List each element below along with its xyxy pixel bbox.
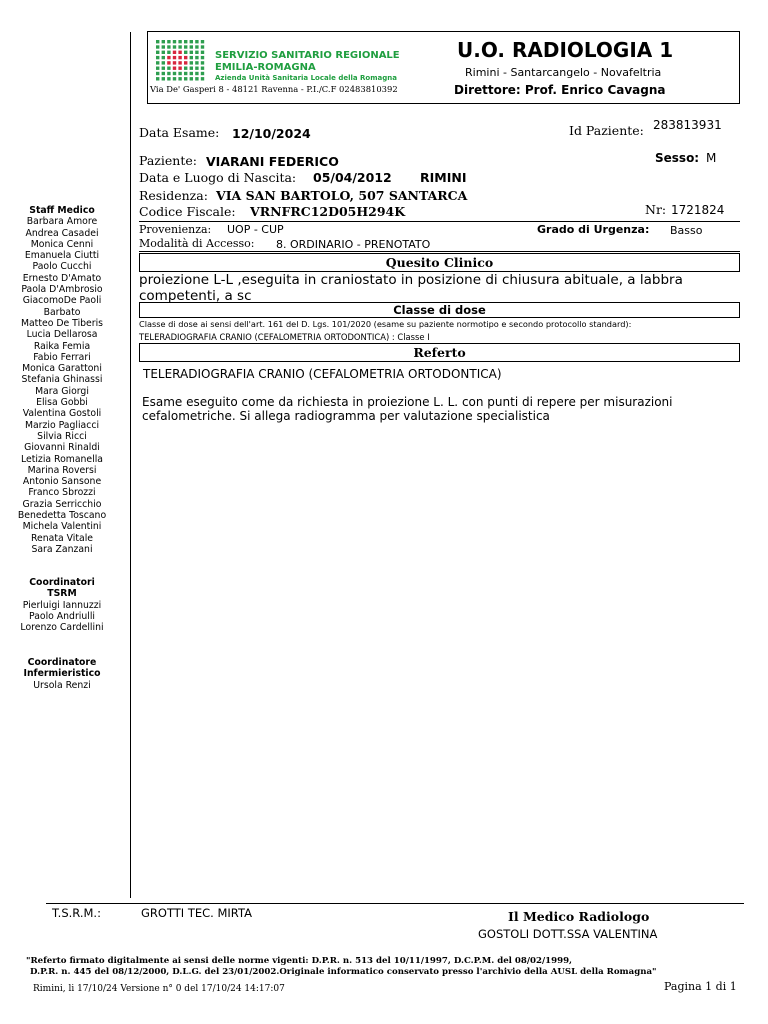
nr-value: 1721824 — [671, 203, 725, 217]
staff-member: Barbato — [43, 306, 81, 318]
logo-dot — [184, 56, 187, 59]
section-quesito-clinico: Quesito Clinico — [139, 253, 740, 272]
logo-dot — [184, 77, 187, 80]
tsrm-name: GROTTI TEC. MIRTA — [141, 906, 252, 920]
sidebar-divider — [130, 32, 131, 898]
patient-name: VIARANI FEDERICO — [206, 154, 339, 169]
logo-dot — [190, 72, 193, 75]
staff-member: Franco Sbrozzi — [28, 487, 96, 499]
staff-title: Staff Medico — [29, 205, 95, 216]
staff-member: Matteo De Tiberis — [20, 317, 104, 329]
exam-date-label: Data Esame: — [139, 125, 220, 140]
coordinatori-tsrm-block — [0, 577, 124, 633]
referto-line-1: Esame eseguito come da richiesta in proiezione L. L. con punti di repere per misurazioni — [142, 395, 673, 409]
logo-dot — [156, 56, 159, 59]
logo-dot — [173, 61, 176, 64]
logo-dot — [184, 72, 187, 75]
logo-dot — [201, 72, 204, 75]
logo-dot — [195, 72, 198, 75]
ssr-name-line3: Azienda Unità Sanitaria Locale della Romagna — [215, 74, 397, 82]
staff-member: Emanuela Ciutti — [24, 250, 100, 262]
tsrm-label: T.S.R.M.: — [52, 906, 101, 920]
unit-director: Direttore: Prof. Enrico Cavagna — [454, 83, 666, 97]
staff-member: Andrea Casadei — [25, 227, 99, 239]
tsrm-coordinator: Paolo Andriulli — [29, 610, 95, 622]
fiscal-code: VRNFRC12D05H294K — [250, 204, 406, 219]
staff-member: Barbara Amore — [26, 216, 98, 228]
logo-dot — [162, 45, 165, 48]
inf-title-1: Coordinatore — [27, 657, 97, 668]
staff-member: Valentina Gostoli — [22, 408, 102, 420]
patient-id: 283813931 — [653, 118, 722, 132]
staff-member: Monica Garattoni — [22, 363, 102, 375]
tsrm-title-2: TSRM — [47, 588, 77, 600]
staff-member: Sara Zanzani — [31, 543, 93, 555]
inf-list — [0, 680, 124, 691]
dose-value: TELERADIOGRAFIA CRANIO (CEFALOMETRIA ORTODONTICA) : Classe I — [139, 332, 430, 342]
logo-dot — [178, 56, 181, 59]
logo-dot — [178, 51, 181, 54]
birth-place: RIMINI — [420, 170, 467, 185]
staff-member: Monica Cenni — [30, 238, 94, 250]
birth-date: 05/04/2012 — [313, 170, 392, 185]
tsrm-coordinator: Pierluigi Iannuzzi — [22, 599, 102, 611]
logo-dot — [184, 51, 187, 54]
logo-dot — [195, 40, 198, 43]
logo-dot — [178, 77, 181, 80]
staff-member: Lucia Dellarosa — [26, 329, 98, 341]
staff-medico-block — [0, 205, 124, 555]
staff-member: Marina Roversi — [27, 464, 97, 476]
logo-dot — [173, 45, 176, 48]
tsrm-title-1: Coordinatori — [29, 577, 95, 588]
staff-list — [0, 216, 124, 555]
logo-dot — [156, 67, 159, 70]
logo-dot — [162, 67, 165, 70]
logo-dot — [167, 40, 170, 43]
inf-title-2: Infermieristico — [23, 668, 101, 680]
staff-member: Mara Giorgi — [35, 385, 89, 397]
ssr-name-line1: SERVIZIO SANITARIO REGIONALE — [215, 50, 400, 61]
legal-line-1: "Referto firmato digitalmente ai sensi delle norme vigenti: D.P.R. n. 513 del 10/11/1997, D.C.P.M. del 08/02/1999, — [26, 956, 573, 966]
patient-id-label: Id Paziente: — [569, 123, 644, 138]
logo-dot — [173, 40, 176, 43]
logo-dot — [167, 56, 170, 59]
quesito-line-1: proiezione L-L ,eseguita in craniostato in posizione di chiusura abituale, a labbra — [139, 272, 683, 288]
sex-value: M — [706, 151, 717, 165]
doctor-name: GOSTOLI DOTT.SSA VALENTINA — [478, 927, 658, 941]
logo-dot — [195, 61, 198, 64]
provenance: UOP - CUP — [227, 223, 284, 236]
birth-label: Data e Luogo di Nascita: — [139, 170, 297, 185]
staff-member: Fabio Ferrari — [33, 351, 91, 363]
logo-dot — [195, 56, 198, 59]
divider — [139, 221, 740, 222]
logo-dot — [173, 51, 176, 54]
access: 8. ORDINARIO - PRENOTATO — [276, 238, 431, 251]
ssr-name-line2: EMILIA-ROMAGNA — [215, 62, 316, 73]
logo-dot — [162, 61, 165, 64]
logo-dot — [184, 61, 187, 64]
staff-member: Giovanni Rinaldi — [24, 442, 100, 454]
logo-dot — [162, 40, 165, 43]
logo-dot — [178, 40, 181, 43]
urgency: Basso — [670, 224, 703, 237]
residence: VIA SAN BARTOLO, 507 SANTARCA — [216, 188, 468, 203]
logo-dot — [156, 45, 159, 48]
logo-dot — [178, 45, 181, 48]
logo-dot — [184, 67, 187, 70]
referto-body — [142, 395, 673, 423]
logo-dot — [178, 72, 181, 75]
logo-dot — [156, 51, 159, 54]
logo-dot — [201, 67, 204, 70]
logo-dot — [162, 72, 165, 75]
staff-member: Antonio Sansone — [22, 476, 102, 488]
logo-dot — [162, 56, 165, 59]
page-number: Pagina 1 di 1 — [664, 980, 737, 993]
logo-dot — [156, 72, 159, 75]
logo-dot — [201, 61, 204, 64]
referto-exam: TELERADIOGRAFIA CRANIO (CEFALOMETRIA ORTODONTICA) — [143, 367, 502, 381]
logo-dot — [167, 51, 170, 54]
unit-locations: Rimini - Santarcangelo - Novafeltria — [465, 66, 662, 79]
staff-member: Ernesto D'Amato — [22, 272, 102, 284]
section-classe-dose: Classe di dose — [139, 302, 740, 318]
legal-line-2: D.P.R. n. 445 del 08/12/2000, D.L.G. del 23/01/2002.Originale informatico conservato presso l'archivio della AUSL della Romagna" — [30, 967, 657, 977]
version-info: Rimini, li 17/10/24 Versione n° 0 del 17/10/24 14:17:07 — [33, 984, 285, 994]
logo-dot — [156, 40, 159, 43]
footer-divider — [46, 903, 744, 904]
tsrm-coordinator: Lorenzo Cardellini — [20, 622, 104, 634]
logo-dot — [190, 61, 193, 64]
section-referto: Referto — [139, 343, 740, 362]
logo-dot — [201, 77, 204, 80]
referto-line-2: cefalometriche. Si allega radiogramma per valutazione specialistica — [142, 409, 550, 423]
logo-dot — [162, 51, 165, 54]
staff-member: Silvia Ricci — [37, 430, 87, 442]
staff-member: Grazia Serricchio — [22, 498, 102, 510]
provenance-label: Provenienza: — [139, 223, 212, 236]
logo-dot — [167, 67, 170, 70]
staff-member: Michela Valentini — [22, 521, 102, 533]
logo-dot — [190, 51, 193, 54]
dose-note: Classe di dose ai sensi dell'art. 161 del D. Lgs. 101/2020 (esame su paziente normotipo e secondo protocollo standard): — [139, 319, 632, 329]
quesito-text — [139, 272, 683, 304]
logo-dot — [178, 61, 181, 64]
logo-dot — [190, 45, 193, 48]
document-header — [147, 31, 740, 104]
sex-label: Sesso: — [655, 151, 700, 165]
ssr-logo-icon — [155, 39, 207, 83]
logo-dot — [201, 56, 204, 59]
logo-dot — [195, 51, 198, 54]
access-label: Modalità di Accesso: — [139, 237, 255, 250]
logo-dot — [190, 56, 193, 59]
fiscal-code-label: Codice Fiscale: — [139, 204, 236, 219]
staff-member: Letizia Romanella — [20, 453, 104, 465]
logo-dot — [167, 77, 170, 80]
logo-dot — [162, 77, 165, 80]
staff-member: GiacomoDe Paoli — [22, 295, 102, 307]
doctor-title: Il Medico Radiologo — [508, 909, 650, 924]
staff-member: Elisa Gobbi — [36, 397, 88, 409]
urgency-label: Grado di Urgenza: — [537, 223, 650, 236]
staff-member: Marzio Pagliacci — [24, 419, 100, 431]
logo-dot — [167, 72, 170, 75]
quesito-line-2: competenti, a sc — [139, 288, 252, 304]
header-address: Via De' Gasperi 8 - 48121 Ravenna - P.I./C.F 02483810392 — [150, 84, 398, 94]
logo-dot — [195, 45, 198, 48]
logo-dot — [201, 40, 204, 43]
logo-dot — [167, 45, 170, 48]
staff-member: Raika Femia — [33, 340, 91, 352]
divider — [139, 251, 740, 252]
nursing-coordinator: Ursola Renzi — [33, 679, 91, 691]
unit-title: U.O. RADIOLOGIA 1 — [457, 38, 674, 62]
logo-dot — [167, 61, 170, 64]
logo-dot — [184, 45, 187, 48]
logo-dot — [201, 51, 204, 54]
logo-dot — [173, 72, 176, 75]
exam-date: 12/10/2024 — [232, 126, 311, 141]
logo-dot — [195, 67, 198, 70]
logo-dot — [190, 40, 193, 43]
logo-dot — [156, 77, 159, 80]
tsrm-list — [0, 600, 124, 634]
logo-dot — [173, 77, 176, 80]
logo-dot — [156, 61, 159, 64]
staff-member: Paola D'Ambrosio — [21, 284, 103, 296]
logo-dot — [195, 77, 198, 80]
logo-dot — [178, 67, 181, 70]
coordinatore-infermieristico-block — [0, 657, 124, 691]
logo-dot — [201, 45, 204, 48]
staff-member: Benedetta Toscano — [17, 510, 107, 522]
logo-dot — [173, 56, 176, 59]
patient-name-label: Paziente: — [139, 153, 197, 168]
logo-dot — [190, 77, 193, 80]
logo-dot — [190, 67, 193, 70]
logo-dot — [173, 67, 176, 70]
nr-label: Nr: — [645, 202, 667, 217]
logo-dot — [184, 40, 187, 43]
residence-label: Residenza: — [139, 188, 208, 203]
staff-member: Renata Vitale — [30, 532, 94, 544]
staff-member: Paolo Cucchi — [32, 261, 92, 273]
staff-member: Stefania Ghinassi — [21, 374, 103, 386]
